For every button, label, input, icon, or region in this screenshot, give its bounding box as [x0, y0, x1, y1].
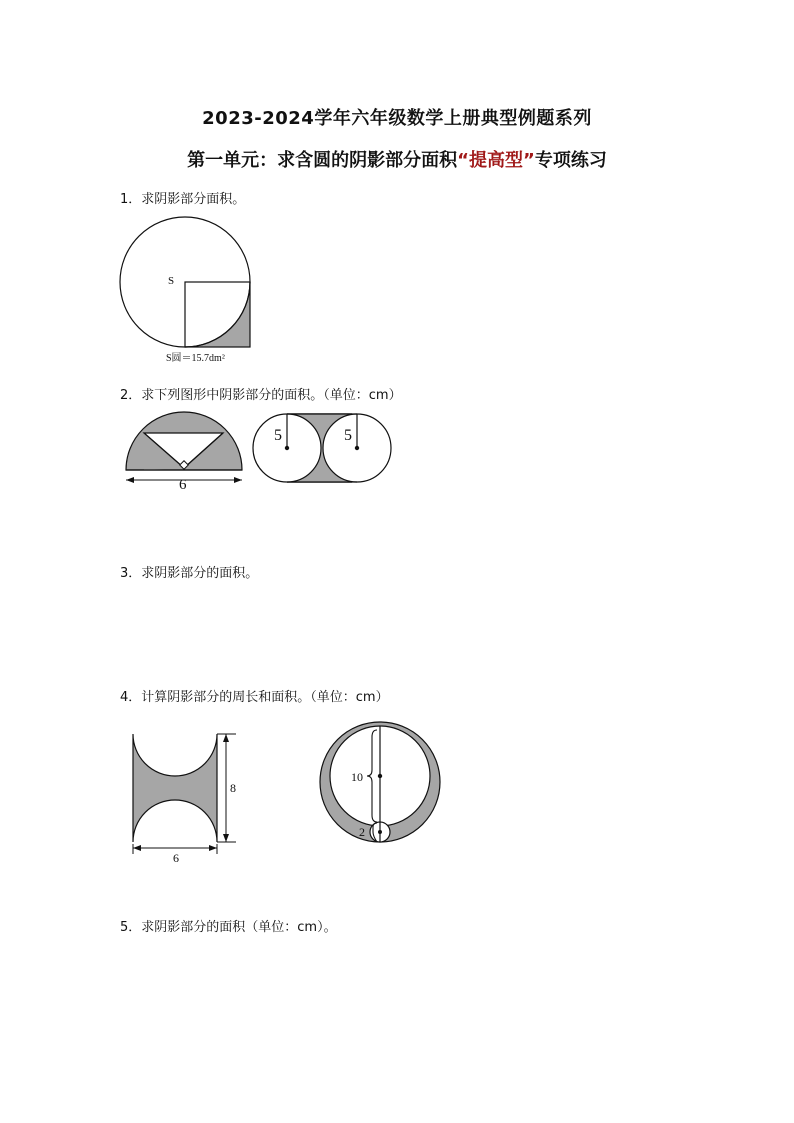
- q4-height-label: 8: [230, 781, 236, 795]
- document-title: 2023-2024学年六年级数学上册典型例题系列: [202, 108, 592, 129]
- question-3: 3．求阴影部分的面积。: [120, 566, 259, 581]
- q2-radius-right: 5: [344, 427, 352, 444]
- q4-width-label: 6: [173, 851, 179, 865]
- subtitle-suffix: 专项练习: [534, 150, 607, 171]
- question-4: 4．计算阴影部分的周长和面积。（单位：cm）: [120, 690, 389, 705]
- subtitle-prefix: 第一单元：求含圆的阴影部分面积: [187, 150, 458, 171]
- question-5: 5．求阴影部分的面积（单位：cm）。: [120, 920, 337, 935]
- q1-label-s: S: [168, 275, 175, 287]
- question-1: 1．求阴影部分面积。: [120, 192, 246, 207]
- q4-small-label: 2: [359, 825, 365, 839]
- q2-radius-left: 5: [274, 427, 282, 444]
- question-2: 2．求下列图形中阴影部分的面积。（单位：cm）: [120, 388, 402, 403]
- subtitle-highlight: “提高型”: [457, 150, 535, 171]
- q4-rect-shaded: [133, 734, 217, 842]
- q1-caption: S圆＝15.7dm²: [166, 353, 225, 364]
- q2-width-label: 6: [179, 477, 187, 493]
- q4-big-label: 10: [351, 770, 363, 784]
